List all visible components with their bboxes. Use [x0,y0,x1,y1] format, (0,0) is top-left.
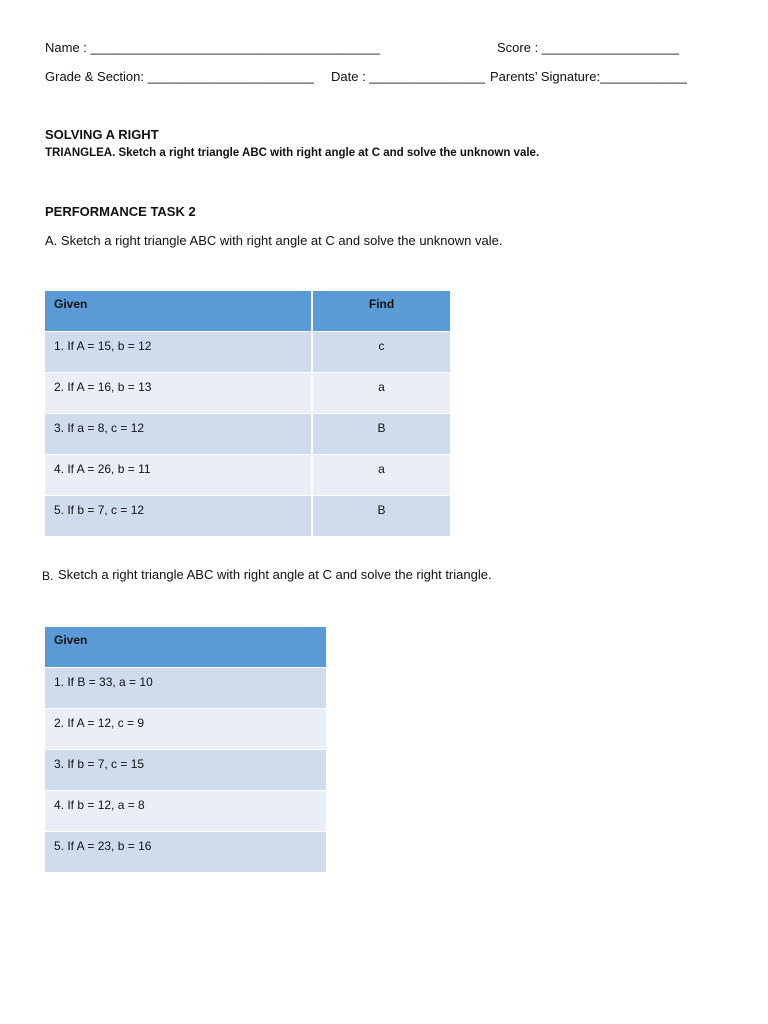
table-a-header-given: Given [45,291,312,331]
table-row [45,667,327,708]
given-cell: 1. If B = 33, a = 10 [45,667,327,708]
date-field-label: Date : ________________ [331,69,485,84]
table-a-header-row [45,291,451,331]
part-a-instruction: A. Sketch a right triangle ABC with right angle at C and solve the unknown vale. [45,233,503,248]
table-row [45,413,451,454]
part-b-instruction: Sketch a right triangle ABC with right angle at C and solve the right triangle. [58,567,492,582]
given-cell: 5. If b = 7, c = 12 [45,495,312,536]
task-heading: PERFORMANCE TASK 2 [45,204,196,219]
table-row [45,831,327,872]
table-row [45,372,451,413]
part-b-letter: B. [42,569,54,583]
name-field-label: Name : ________________________________________ [45,40,380,55]
table-a-header-find: Find [312,291,451,331]
given-cell: 5. If A = 23, b = 16 [45,831,327,872]
score-field-label: Score : ___________________ [497,40,680,55]
given-cell: 2. If A = 16, b = 13 [45,372,312,413]
worksheet-subtitle: TRIANGLEA. Sketch a right triangle ABC with right angle at C and solve the unknown vale. [45,147,540,159]
table-b [45,627,328,872]
table-row [45,331,451,372]
find-cell: c [312,331,451,372]
worksheet-title: SOLVING A RIGHT [45,127,159,142]
find-cell: B [312,495,451,536]
find-cell: B [312,413,451,454]
find-cell: a [312,454,451,495]
table-row [45,749,327,790]
given-cell: 2. If A = 12, c = 9 [45,708,327,749]
table-row [45,790,327,831]
given-cell: 1. If A = 15, b = 12 [45,331,312,372]
given-cell: 3. If a = 8, c = 12 [45,413,312,454]
table-a [45,291,452,536]
table-b-header-given: Given [45,627,327,667]
grade-section-field-label: Grade & Section: _______________________ [45,69,314,84]
table-row [45,708,327,749]
given-cell: 3. If b = 7, c = 15 [45,749,327,790]
find-cell: a [312,372,451,413]
table-row [45,454,451,495]
given-cell: 4. If A = 26, b = 11 [45,454,312,495]
given-cell: 4. If b = 12, a = 8 [45,790,327,831]
parents-signature-field-label: Parents’ Signature:____________ [490,69,687,84]
table-row [45,495,451,536]
table-b-header-row [45,627,327,667]
